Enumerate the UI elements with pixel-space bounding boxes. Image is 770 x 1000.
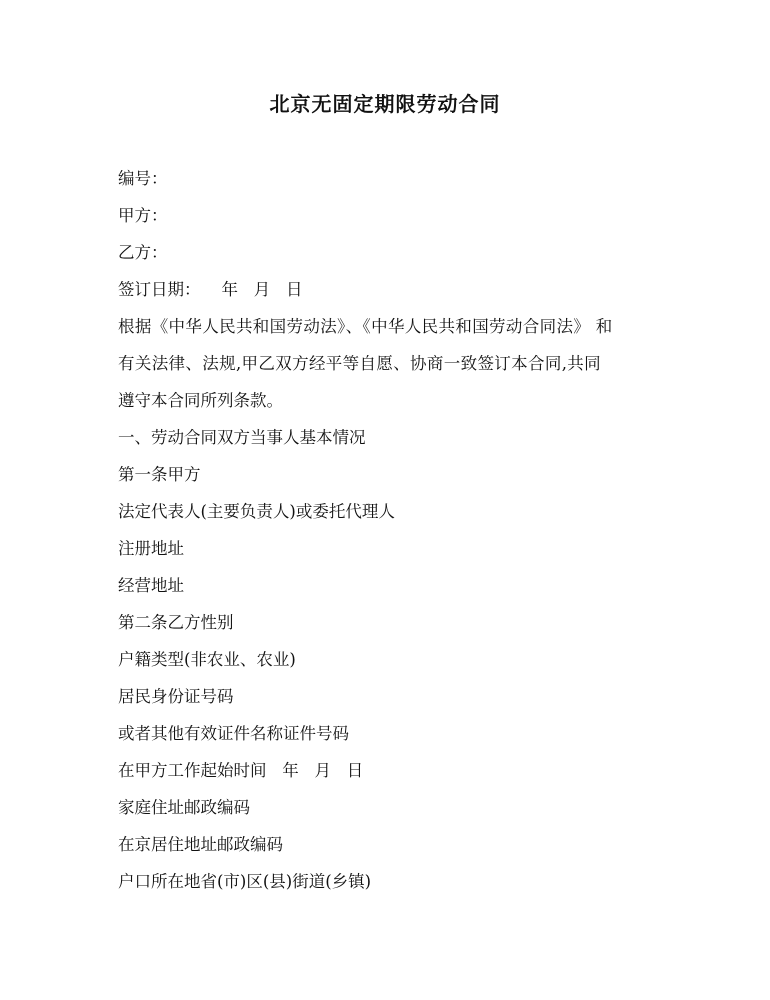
business-address-line: 经营地址 [118,576,184,595]
party-b-line: 乙方： [118,243,168,262]
contract-number-line: 编号： [118,169,168,188]
beijing-address-line: 在京居住地址邮政编码 [118,835,283,854]
party-a-line: 甲方： [118,206,168,225]
home-address-line: 家庭住址邮政编码 [118,798,250,817]
hukou-location-line: 户口所在地省(市)区(县)街道(乡镇) [118,872,372,891]
other-id-line: 或者其他有效证件名称证件号码 [118,724,349,743]
section-heading-parties: 一、劳动合同双方当事人基本情况 [118,428,366,447]
signing-date-line: 签订日期： 年 月 日 [118,280,303,299]
id-number-line: 居民身份证号码 [118,687,234,706]
preamble-line-2: 有关法律、法规,甲乙双方经平等自愿、协商一致签订本合同,共同 [118,354,601,373]
preamble-line-3: 遵守本合同所列条款。 [118,391,283,410]
article-2-heading: 第二条乙方性别 [118,613,234,632]
registered-address-line: 注册地址 [118,539,184,558]
preamble-line-1: 根据《中华人民共和国劳动法》、《中华人民共和国劳动合同法》 和 [118,317,613,336]
document-body [118,166,658,906]
document-title: 北京无固定期限劳动合同 [269,92,501,116]
legal-representative-line: 法定代表人(主要负责人)或委托代理人 [118,502,395,521]
start-date-line: 在甲方工作起始时间 年 月 日 [118,761,364,780]
article-1-heading: 第一条甲方 [118,465,201,484]
household-type-line: 户籍类型(非农业、农业) [118,650,296,669]
